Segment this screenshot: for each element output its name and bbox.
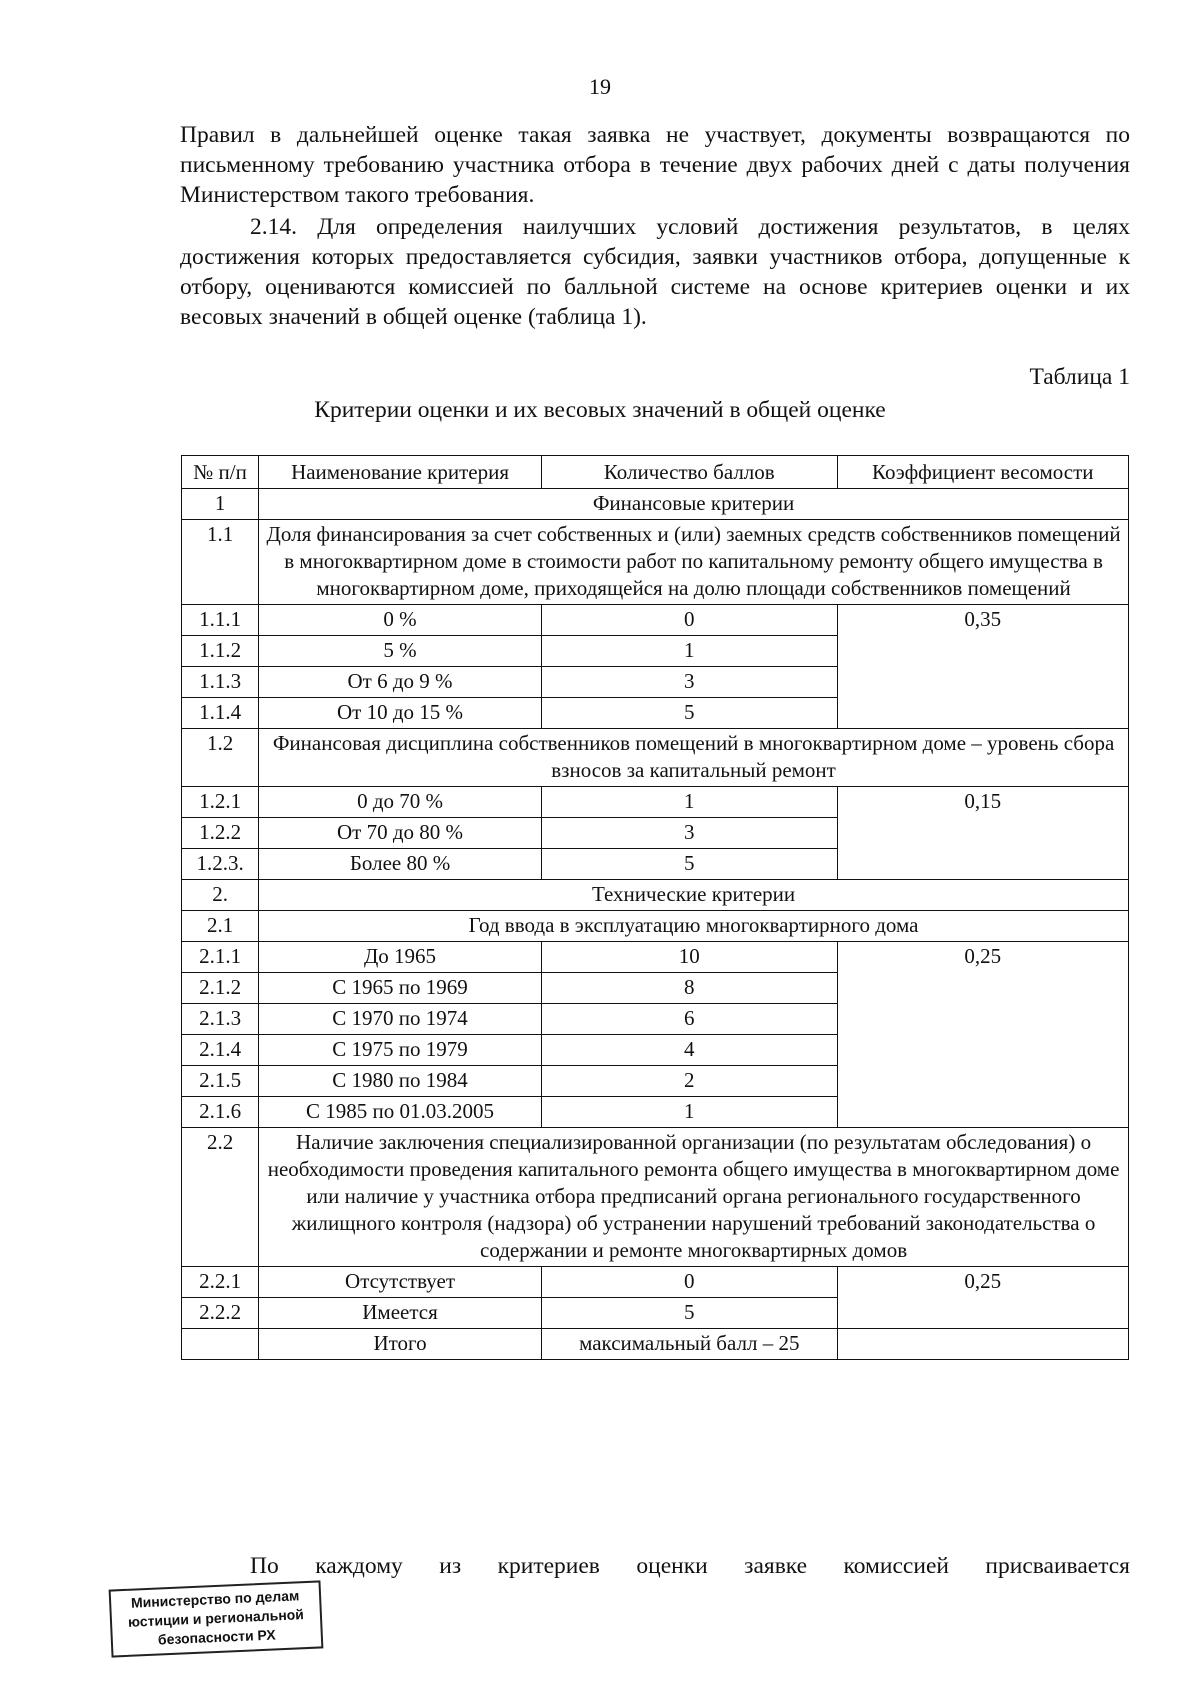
table-row [182,787,1129,818]
row-number: 2.1.3 [182,1004,259,1035]
group-weight: 0,25 [837,1267,1128,1329]
ministry-stamp [109,1580,324,1657]
group-row [182,911,1129,942]
section-number: 2. [182,880,259,911]
group-row [182,729,1129,787]
section-row [182,489,1129,520]
row-number: 2.1.1 [182,942,259,973]
word: из [439,1553,462,1579]
row-number: 2.2.2 [182,1298,259,1329]
row-name: До 1965 [259,942,542,973]
section-title: Технические критерии [259,880,1129,911]
row-number: 1.2.1 [182,787,259,818]
total-row [182,1329,1129,1360]
row-number: 2.1.5 [182,1066,259,1097]
group-title: Наличие заключения специализированной организации (по результатам обследования) о необходимости проведения капитального ремонта общего имущества в многоквартирном доме или наличие у участника отбора предписаний органа регионального государственного жилищного контроля (надзора) об устранении нарушений требований законодательства о содержании и ремонте многоквартирных домов [259,1128,1129,1267]
row-name: Имеется [259,1298,542,1329]
group-title: Доля финансирования за счет собственных и (или) заемных средств собственников помещений в многоквартирном доме в стоимости работ по капитальному ремонту общего имущества в многоквартирном доме, приходящейся на долю площади собственников помещений [259,520,1129,605]
total-points: максимальный балл – 25 [541,1329,837,1360]
row-name: От 70 до 80 % [259,818,542,849]
row-name: 0 % [259,605,542,636]
section-row [182,880,1129,911]
criteria-table [181,455,1129,1360]
group-weight: 0,35 [837,605,1128,729]
bottom-text-line [250,1553,1130,1580]
group-weight: 0,15 [837,787,1128,880]
row-points: 0 [541,605,837,636]
table-title: Критерии оценки и их весовых значений в общей оценке [314,397,886,423]
paragraph-2-14: 2.14. Для определения наилучших условий достижения результатов, в целях достижения которых предоставляется субсидия, заявки участников отбора, допущенные к отбору, оцениваются комиссией по балльной системе на основе критериев оценки и их весовых значений в общей оценке (таблица 1). [180,214,1130,330]
word: каждому [315,1553,403,1579]
row-points: 3 [541,818,837,849]
row-points: 5 [541,849,837,880]
row-points: 4 [541,1035,837,1066]
row-number: 2.1.2 [182,973,259,1004]
group-number: 1.2 [182,729,259,787]
table-header-row [182,456,1129,489]
word: оценки [636,1553,708,1579]
row-number: 1.1.3 [182,667,259,698]
row-number: 1.1.4 [182,698,259,729]
group-number: 2.1 [182,911,259,942]
paragraph-continuation: Правил в дальнейшей оценке такая заявка не участвует, документы возвращаются по письменному требованию участника отбора в течение двух рабочих дней с даты получения Министерством такого требования. [180,122,1130,208]
row-name: С 1980 по 1984 [259,1066,542,1097]
group-weight: 0,25 [837,942,1128,1128]
row-number: 1.1.2 [182,636,259,667]
table-row [182,1267,1129,1298]
row-name: С 1970 по 1974 [259,1004,542,1035]
word: заявке [744,1553,808,1579]
total-number [182,1329,259,1360]
table-label: Таблица 1 [1029,364,1130,390]
page-number: 19 [589,74,611,99]
word: По [250,1553,279,1579]
stamp-line-1: Министерство по делам [130,1587,300,1611]
table-row [182,942,1129,973]
row-name: С 1985 по 01.03.2005 [259,1097,542,1128]
header-points: Количество баллов [541,456,837,489]
row-number: 1.2.3. [182,849,259,880]
row-name: С 1975 по 1979 [259,1035,542,1066]
word: критериев [497,1553,600,1579]
header-criterion-name: Наименование критерия [259,456,542,489]
row-number: 2.2.1 [182,1267,259,1298]
row-points: 10 [541,942,837,973]
group-row [182,1128,1129,1267]
row-points: 6 [541,1004,837,1035]
row-number: 1.1.1 [182,605,259,636]
row-number: 2.1.4 [182,1035,259,1066]
row-name: От 6 до 9 % [259,667,542,698]
group-title: Финансовая дисциплина собственников помещений в многоквартирном доме – уровень сбора взносов за капитальный ремонт [259,729,1129,787]
group-title: Год ввода в эксплуатацию многоквартирного дома [259,911,1129,942]
body-text [180,120,1130,332]
group-number: 1.1 [182,520,259,605]
row-points: 1 [541,1097,837,1128]
group-number: 2.2 [182,1128,259,1267]
row-name: Отсутствует [259,1267,542,1298]
section-number: 1 [182,489,259,520]
row-number: 2.1.6 [182,1097,259,1128]
row-name: От 10 до 15 % [259,698,542,729]
row-points: 2 [541,1066,837,1097]
row-name: 5 % [259,636,542,667]
total-label: Итого [259,1329,542,1360]
row-points: 5 [541,698,837,729]
row-name: Более 80 % [259,849,542,880]
word: комиссией [843,1553,949,1579]
header-weight: Коэффициент весомости [837,456,1128,489]
group-row [182,520,1129,605]
word: присваивается [985,1553,1130,1579]
section-title: Финансовые критерии [259,489,1129,520]
row-number: 1.2.2 [182,818,259,849]
table-row [182,605,1129,636]
stamp-line-2: юстиции и региональной [127,1606,305,1630]
stamp-line-3: безопасности РХ [157,1626,276,1648]
row-points: 3 [541,667,837,698]
row-name: 0 до 70 % [259,787,542,818]
row-points: 0 [541,1267,837,1298]
total-weight [837,1329,1128,1360]
row-points: 1 [541,787,837,818]
header-number: № п/п [182,456,259,489]
row-points: 8 [541,973,837,1004]
row-points: 5 [541,1298,837,1329]
row-name: С 1965 по 1969 [259,973,542,1004]
row-points: 1 [541,636,837,667]
